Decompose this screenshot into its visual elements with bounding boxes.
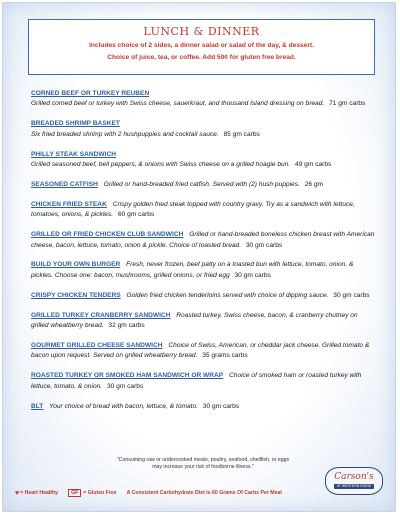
- menu-item-carbs: 85 gm carbs: [223, 130, 260, 138]
- menu-item-description: Choice of Swiss, American, or cheddar jack cheese. Grilled tomato & bacon upon request. Served on grilled wheatberry bread.: [31, 342, 370, 360]
- menu-item: [31, 291, 377, 301]
- menu-item-carbs: 60 gm carbs: [117, 211, 155, 219]
- menu-item: [31, 230, 377, 251]
- menu-item-name: GOURMET GRILLED CHEESE SANDWICH: [31, 342, 163, 349]
- menu-item: [31, 341, 377, 362]
- menu-title: LUNCH & DINNER: [143, 25, 260, 38]
- menu-item-carbs: 49 gm carbs: [295, 161, 332, 169]
- menu-item-carbs: 30 gm carbs: [234, 271, 271, 279]
- food-safety-warning: [83, 457, 323, 471]
- menu-item-carbs: 30 gm carbs: [106, 382, 144, 390]
- menu-item: [31, 371, 377, 392]
- menu-item-carbs: 26 gm: [304, 180, 324, 188]
- menu-item-name: CORNED BEEF OR TURKEY REUBEN: [31, 90, 150, 97]
- menu-item-description: Choice of smoked ham or roasted turkey with lettuce, tomato, & onion.: [31, 372, 362, 390]
- menu-item-name: CRISPY CHICKEN TENDERS: [31, 291, 121, 299]
- warning-line-2: may increase your risk of foodborne illness.": [152, 464, 254, 470]
- gluten-free-label: = Gluten Free: [83, 490, 117, 496]
- menu-subtitle-line-2: Choice of juice, tea, or coffee. Add 50¢ for gluten free bread.: [107, 54, 296, 61]
- logo-name: Carson's: [334, 472, 374, 482]
- menu-item-description: Grilled or hand-breaded boneless chicken breast with American cheese, bacon, lettuce, tomato, onion & pickle. Choice of toasted bread.: [31, 231, 375, 249]
- menu-item-carbs: 30 gm carbs: [245, 241, 283, 249]
- menu-item-description: Six fried breaded shrimp with 2 hushpuppies and cocktail sauce.: [31, 130, 219, 138]
- menu-item-name: GRILLED OR FRIED CHICKEN CLUB SANDWICH: [31, 231, 184, 239]
- menu-item-description: Roasted turkey, Swiss cheese, bacon, & cranberry chutney on grilled wheatberry bread.: [31, 311, 358, 330]
- menu-subtitle-line-1: Includes choice of 2 sides, a dinner salad or salad of the day, & dessert.: [89, 42, 314, 49]
- menu-item-name: SEASONED CATFISH: [31, 180, 98, 188]
- menu-item-name: BREADED SHRIMP BASKET: [31, 120, 120, 128]
- menu-item-carbs: 30 gm carbs: [202, 402, 240, 410]
- menu-item: [31, 89, 377, 110]
- carb-diet-note: A Consistent Carbohydrate Diet is 60 Grams Of Carbs Per Meal: [126, 490, 282, 496]
- menu-item-name: BUILD YOUR OWN BURGER: [31, 261, 121, 269]
- restaurant-logo: [325, 467, 383, 495]
- menu-item: [31, 402, 377, 412]
- heart-icon: ♥: [15, 489, 20, 497]
- menu-item-name: BLT: [31, 402, 44, 410]
- menu-item-description: Golden fried chicken tenderloins served with choice of dipping sauce.: [126, 291, 329, 299]
- menu-items-list: [31, 89, 377, 422]
- menu-item-name: CHICKEN FRIED STEAK: [31, 200, 107, 208]
- legend-footer: [15, 489, 315, 497]
- menu-header-box: [28, 19, 375, 75]
- menu-item: [31, 180, 377, 190]
- menu-item-carbs: 32 gm carbs: [108, 322, 145, 330]
- menu-item-carbs: 30 gm carbs: [333, 291, 370, 299]
- gluten-free-badge: GF: [68, 489, 81, 497]
- warning-line-1: "Consuming raw or undercooked meats, poultry, seafood, shellfish, or eggs: [116, 457, 290, 463]
- heart-healthy-label: = Heart Healthy: [20, 490, 59, 496]
- menu-item-name: GRILLED TURKEY CRANBERRY SANDWICH: [31, 311, 171, 319]
- menu-item-description: Grilled or hand-breaded fried catfish. Served with (2) hush puppies.: [103, 180, 300, 188]
- menu-item-carbs: 35 grams carbs: [202, 352, 248, 360]
- menu-item-name: ROASTED TURKEY OR SMOKED HAM SANDWICH OR WRAP: [31, 372, 224, 380]
- menu-item-name: PHILLY STEAK SANDWICH: [31, 150, 116, 158]
- logo-tagline: AT WESTERN RIDGE: [334, 484, 374, 489]
- menu-item: [31, 119, 377, 140]
- menu-item-carbs: 71 gm carbs: [329, 100, 366, 108]
- menu-page: [2, 2, 396, 512]
- menu-item: [31, 311, 377, 332]
- menu-item: [31, 150, 377, 171]
- menu-item: [31, 200, 377, 221]
- menu-item-description: Your choice of bread with bacon, lettuce, & tomato.: [49, 402, 198, 410]
- menu-item-description: Crispy golden fried steak topped with country gravy. Try as a sandwich with lettuce, tomatoes, onions, & pickles.: [31, 200, 355, 219]
- menu-item: [31, 260, 377, 281]
- menu-item-description: Fresh, never frozen, beef patty on a toasted bun with lettuce, tomato, onion, & pickles. Choose one: bacon, mushrooms, grilled onions, or fried egg: [31, 261, 354, 279]
- menu-item-description: Grilled seasoned beef, bell peppers, & onions with Swiss cheese on a grilled hoagie bun.: [31, 161, 291, 169]
- menu-item-description: Grilled corned beef or turkey with Swiss cheese, sauerkraut, and thousand Island dressing on bread.: [31, 100, 325, 108]
